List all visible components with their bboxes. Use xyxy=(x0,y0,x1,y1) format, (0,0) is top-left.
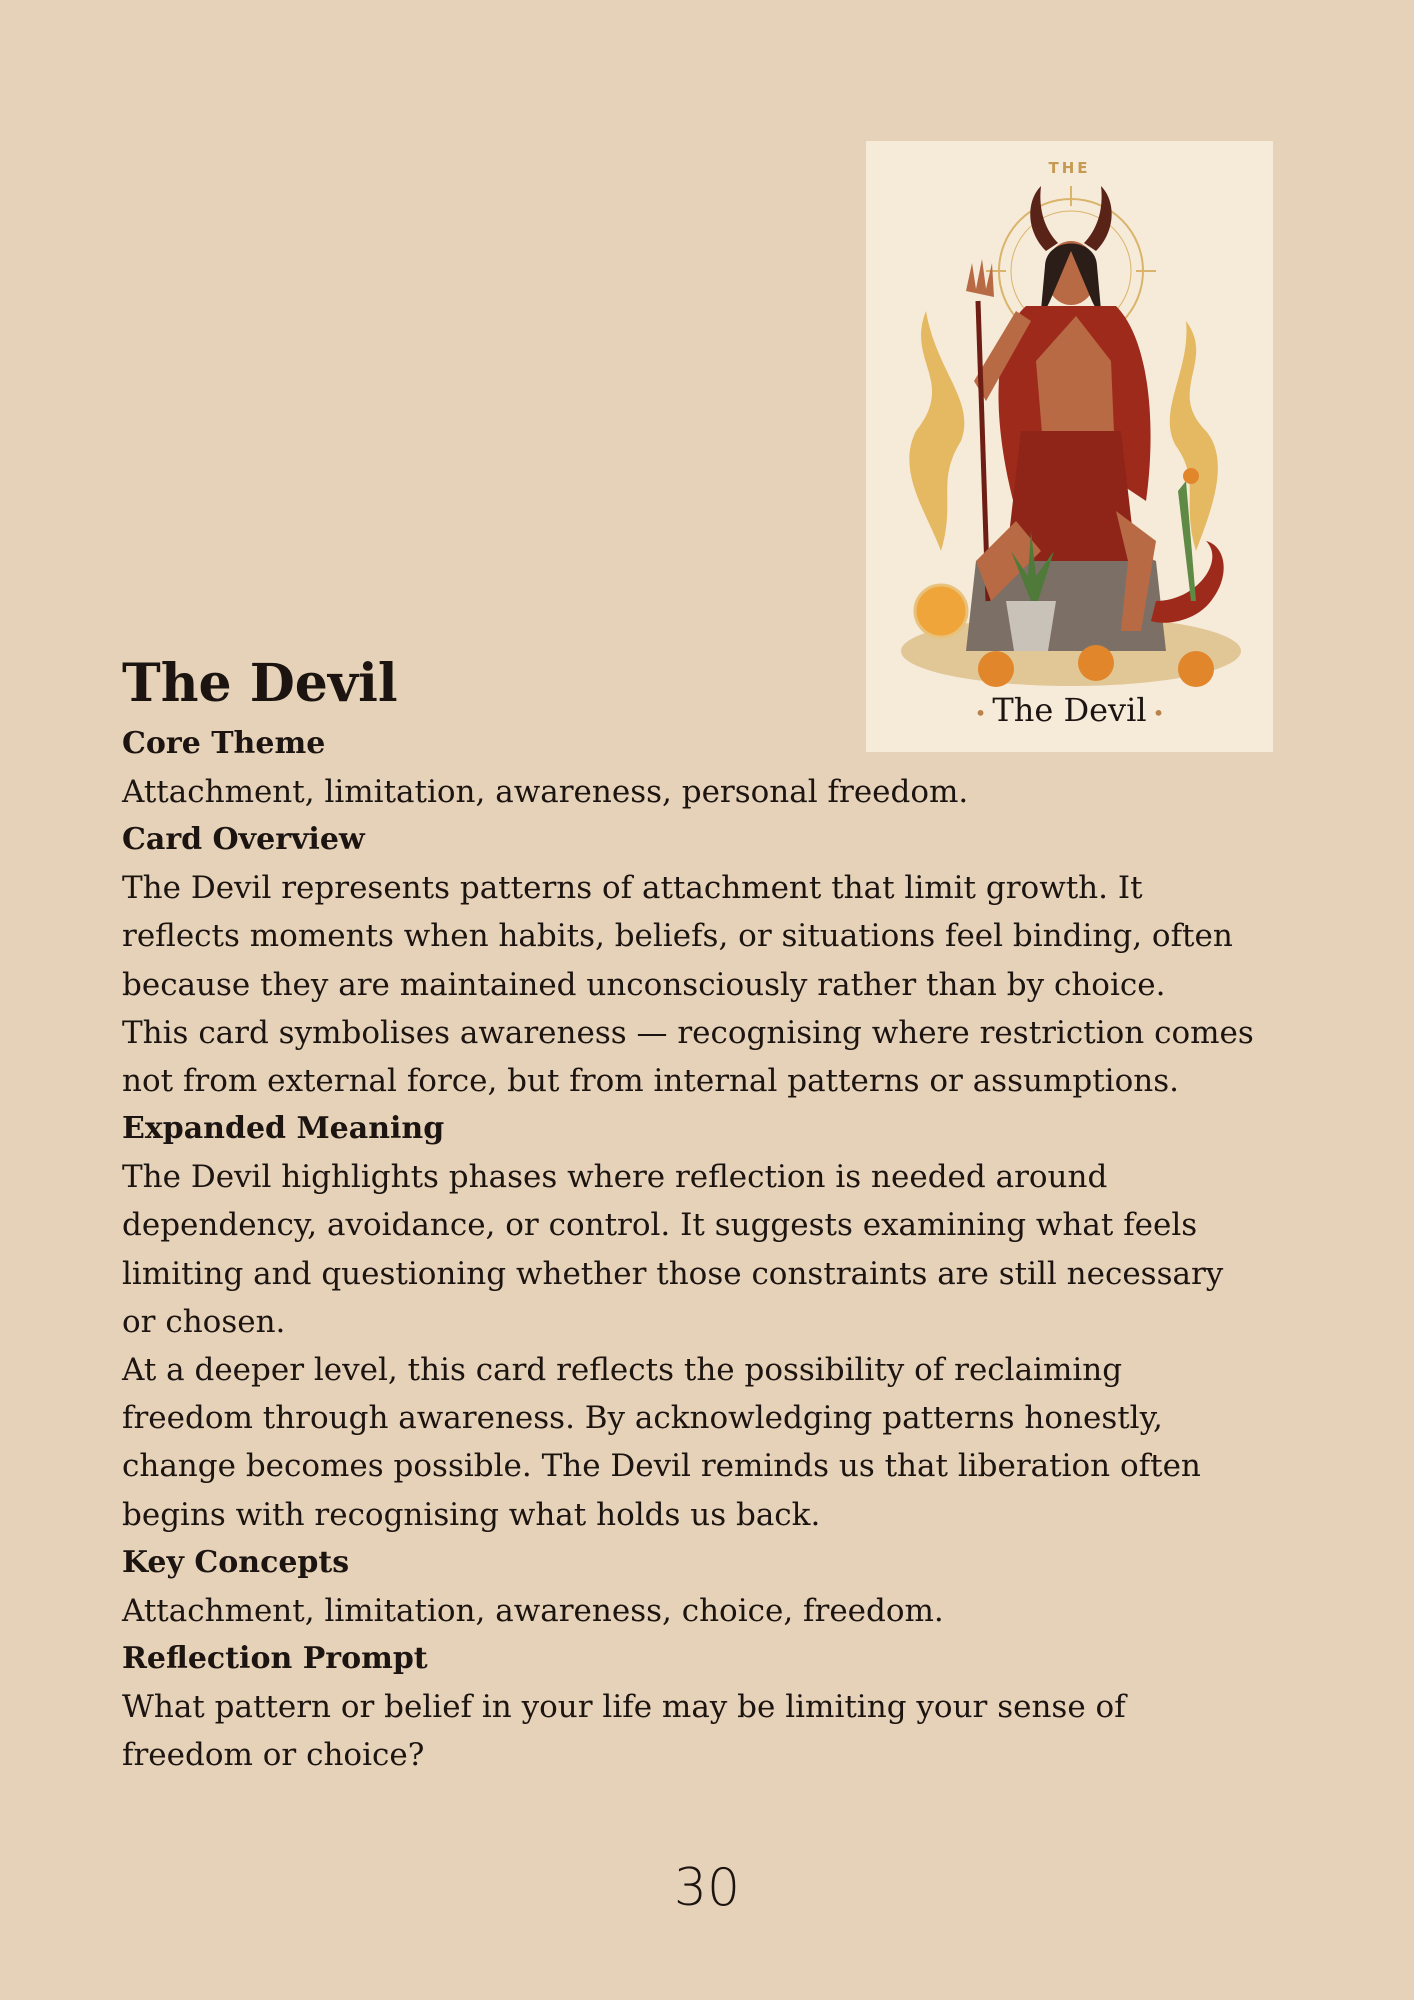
page-content xyxy=(122,648,1302,1779)
left-horn xyxy=(1030,186,1058,251)
key-concepts-text: Attachment, limitation, awareness, choice, freedom. xyxy=(122,1592,944,1629)
page-title: The Devil xyxy=(122,653,398,714)
plant-pot xyxy=(1006,601,1056,651)
expanded-meaning-paragraph-2: At a deeper level, this card reflects the possibility of reclaiming freedom through awareness. By acknowledging patterns honestly, change becomes possible. The Devil reminds us that liberation often begins with recognising what holds us back. xyxy=(122,1352,1201,1533)
card-overview-paragraph-2: This card symbolises awareness — recognising where restriction comes not from external force, but from internal patterns or assumptions. xyxy=(122,1014,1254,1100)
right-flame xyxy=(1170,321,1218,551)
card-top-label: THE xyxy=(1048,159,1091,177)
reflection-prompt-heading: Reflection Prompt xyxy=(122,1641,428,1677)
devil-illustration xyxy=(866,181,1273,701)
core-theme-text: Attachment, limitation, awareness, personal freedom. xyxy=(122,774,969,810)
card-overview-paragraph-1: The Devil represents patterns of attachment that limit growth. It reflects moments when habits, beliefs, or situations feel binding, often because they are maintained unconsciously rather than by choice. xyxy=(122,870,1233,1003)
core-theme-heading: Core Theme xyxy=(122,726,326,761)
left-flame xyxy=(909,311,964,551)
expanded-meaning-heading: Expanded Meaning xyxy=(122,1111,445,1147)
key-concepts-heading: Key Concepts xyxy=(122,1544,350,1580)
card-caption-text: The Devil xyxy=(992,691,1147,729)
caption-dot-right: • xyxy=(1152,700,1165,725)
raised-hand xyxy=(966,259,994,297)
orange-slice xyxy=(915,585,967,637)
card-overview-heading: Card Overview xyxy=(122,822,365,858)
right-plant-bud xyxy=(1183,468,1199,484)
caption-dot-left: • xyxy=(974,700,987,725)
expanded-meaning-paragraph-1: The Devil highlights phases where reflection is needed around dependency, avoidance, or control. It suggests examining what feels limiting and questioning whether those constraints are still necessary or chosen. xyxy=(122,1159,1224,1340)
right-horn xyxy=(1084,186,1112,251)
page-number: 30 xyxy=(673,1858,741,1918)
reflection-prompt-text: What pattern or belief in your life may be limiting your sense of freedom or choice? xyxy=(122,1689,1126,1774)
